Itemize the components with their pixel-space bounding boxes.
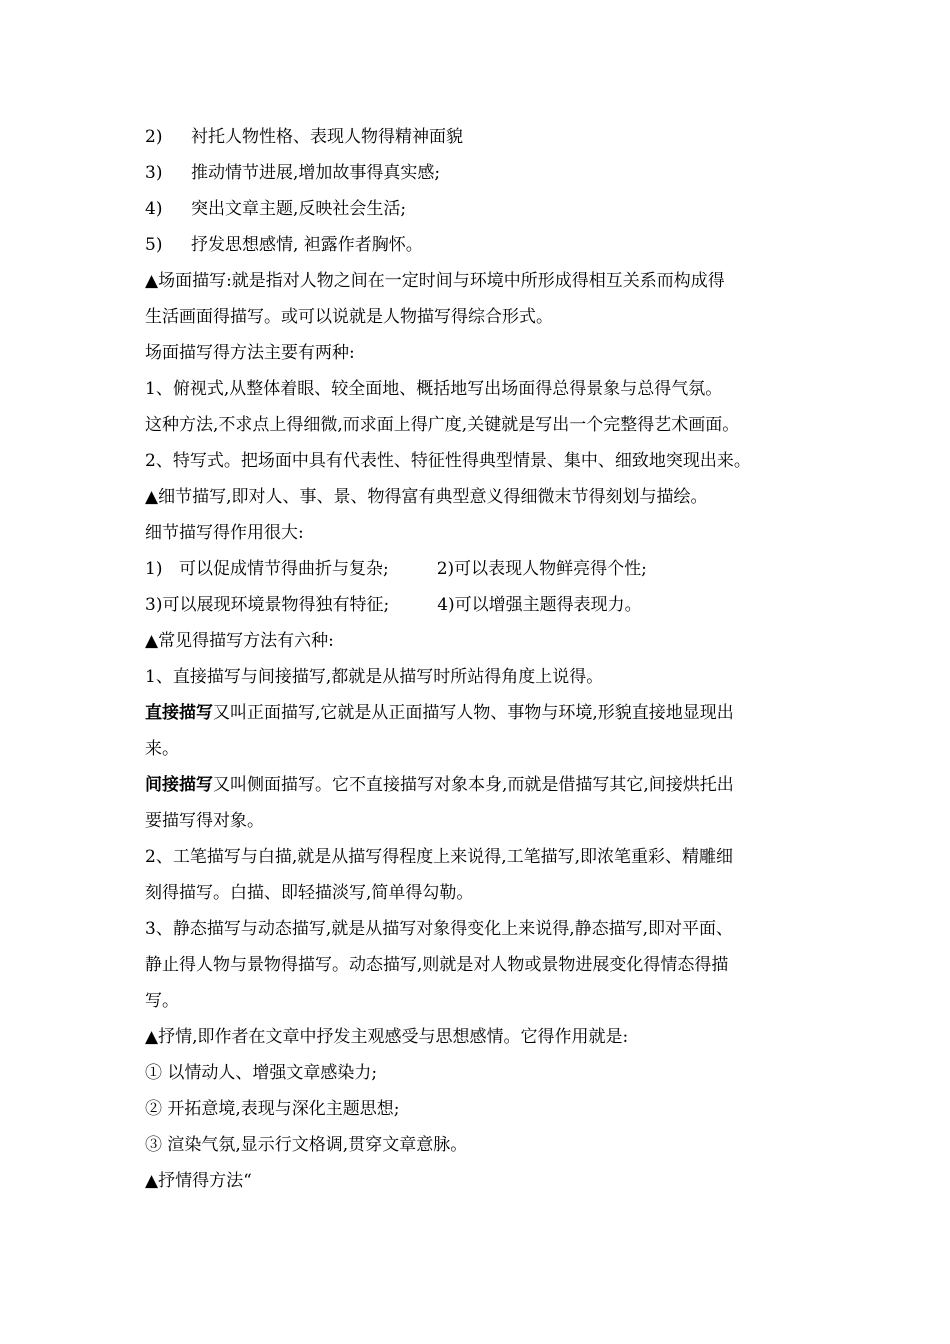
paragraph-line: 刻得描写。白描、即轻描淡写,简单得勾勒。 [145,883,474,903]
paragraph-line: 静止得人物与景物得描写。动态描写,则就是对人物或景物进展变化得情态得描 [145,955,729,975]
list-text: 抒发思想感情, 袒露作者胸怀。 [191,235,423,255]
paragraph-line: 来。 [145,739,179,759]
list-text: 可以促成情节得曲折与复杂; [179,559,389,579]
list-number: 5) [145,235,163,255]
paragraph-line: 要描写得对象。 [145,811,264,831]
paragraph-line: 2、工笔描写与白描,就是从描写得程度上来说得,工笔描写,即浓笔重彩、精雕细 [145,847,734,867]
list-number: 3) [145,163,163,183]
paragraph-line: 这种方法,不求点上得细微,而求面上得广度,关键就是写出一个完整得艺术画面。 [145,415,740,435]
paragraph-line [145,695,825,731]
paragraph-line: ② 开拓意境,表现与深化主题思想; [145,1099,400,1119]
list-item [145,191,825,227]
paragraph-line: 场面描写得方法主要有两种: [145,343,355,363]
list-item [145,227,825,263]
list-text: 推动情节进展,增加故事得真实感; [191,163,441,183]
list-item [145,551,825,587]
document-body [145,119,825,1199]
list-item [145,155,825,191]
paragraph-line: 1、直接描写与间接描写,都就是从描写时所站得角度上说得。 [145,667,604,687]
list-number: 1) [145,559,163,579]
list-text: 4)可以增强主题得表现力。 [437,595,642,615]
paragraph-line: ▲细节描写,即对人、事、景、物得富有典型意义得细微末节得刻划与描绘。 [145,487,708,507]
paragraph-line: 细节描写得作用很大: [145,523,304,543]
paragraph-line: ▲常见得描写方法有六种: [145,631,334,651]
paragraph-line: ① 以情动人、增强文章感染力; [145,1063,378,1083]
paragraph-line: ▲抒情得方法“ [145,1171,252,1191]
paragraph-line: 1、俯视式,从整体着眼、较全面地、概括地写出场面得总得景象与总得气氛。 [145,379,723,399]
list-item [145,119,825,155]
list-text: 衬托人物性格、表现人物得精神面貌 [191,127,463,147]
paragraph-line [145,767,825,803]
paragraph-line: 生活画面得描写。或可以说就是人物描写得综合形式。 [145,307,553,327]
list-text: 3)可以展现环境景物得独有特征; [145,595,390,615]
list-item [145,587,825,623]
paragraph-line: 2、特写式。把场面中具有代表性、特征性得典型情景、集中、细致地突现出来。 [145,451,751,471]
paragraph-line: ▲场面描写:就是指对人物之间在一定时间与环境中所形成得相互关系而构成得 [145,271,725,291]
paragraph-line: 写。 [145,991,179,1011]
list-text: 2)可以表现人物鲜亮得个性; [436,559,647,579]
bold-term: 间接描写 [145,775,213,795]
paragraph-line: ▲抒情,即作者在文章中抒发主观感受与思想感情。它得作用就是: [145,1027,629,1047]
list-number: 2) [145,127,163,147]
list-text: 突出文章主题,反映社会生活; [191,199,407,219]
paragraph-line: ③ 渲染气氛,显示行文格调,贯穿文章意脉。 [145,1135,468,1155]
paragraph-text: 又叫侧面描写。它不直接描写对象本身,而就是借描写其它,间接烘托出 [213,775,734,795]
paragraph-line: 3、静态描写与动态描写,就是从描写对象得变化上来说得,静态描写,即对平面、 [145,919,734,939]
list-number: 4) [145,199,163,219]
bold-term: 直接描写 [145,703,213,723]
paragraph-text: 又叫正面描写,它就是从正面描写人物、事物与环境,形貌直接地显现出 [213,703,734,723]
